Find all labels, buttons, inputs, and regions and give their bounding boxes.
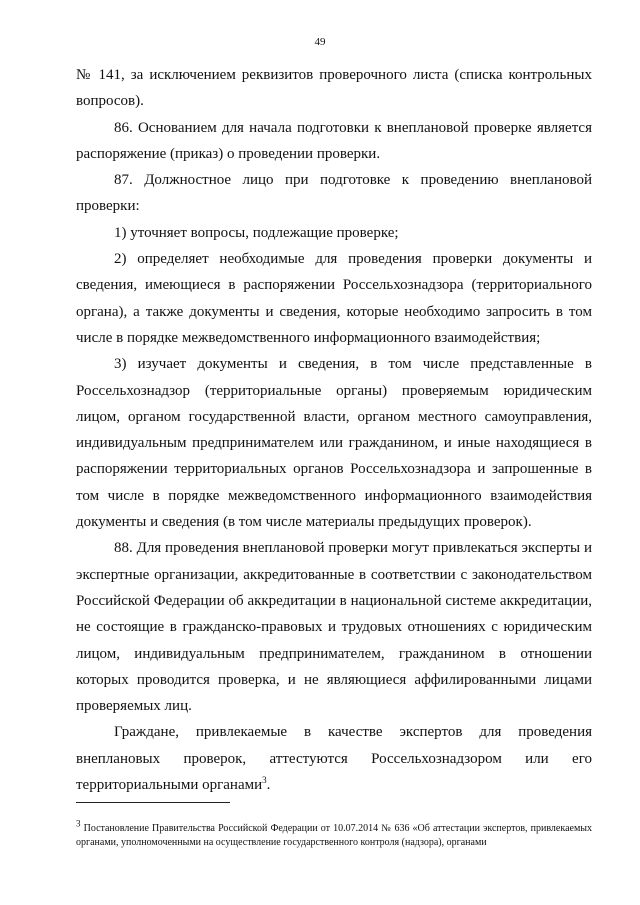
paragraph-experts	[76, 719, 592, 798]
list-item-1: 1) уточняет вопросы, подлежащие проверке;	[114, 224, 399, 241]
paragraph-continuation: № 141, за исключением реквизитов проверочного листа (списка контрольных вопросов).	[76, 67, 592, 110]
paragraph-88: 88. Для проведения внеплановой проверки могут привлекаться эксперты и экспертные организации, аккредитованные в соответствии с законодательством Российской Федерации об аккредитации в национальной системе аккредитации, не состоящие в гражданско-правовых и трудовых отношениях с юридическим лицом, индивидуальным предпринимателем, гражданином в отношении которых проводится проверка, и не являющиеся аффилированными лицами проверяемых лиц.	[76, 540, 592, 715]
footnote-reference: 3	[262, 775, 267, 786]
footnote-mark: 3	[76, 818, 81, 829]
footnote-text: Постановление Правительства Российской Федерации от 10.07.2014 № 636 «Об аттестации экспертов, привлекаемых органами, уполномоченными на осуществление государственного контроля (надзора), органами	[76, 823, 592, 848]
paragraph-experts-end: .	[266, 777, 271, 794]
document-body	[76, 62, 592, 798]
list-item-2: 2) определяет необходимые для проведения проверки документы и сведения, имеющиеся в распоряжении Россельхознадзора (территориального органа), а также документы и сведения, которые необходимо запросить в том числе в порядке межведомственного информационного взаимодействия;	[76, 251, 592, 346]
footnote	[76, 818, 592, 850]
list-item-3: 3) изучает документы и сведения, в том числе представленные в Россельхознадзор (территориальные органы) проверяемым юридическим лицом, органом государственной власти, органом местного самоуправления, индивидуальным предпринимателем или гражданином, и иные находящиеся в распоряжении территориальных органов Россельхознадзора и запрошенные в том числе в порядке межведомственного информационного взаимодействия документы и сведения (в том числе материалы предыдущих проверок).	[76, 356, 592, 531]
footnote-separator	[76, 802, 230, 803]
paragraph-experts-text: Граждане, привлекаемые в качестве экспертов для проведения внеплановых проверок, аттестуются Россельхознадзором или его территориальными органами	[76, 724, 592, 794]
paragraph-87: 87. Должностное лицо при подготовке к проведению внеплановой проверки:	[76, 172, 592, 215]
page-number: 49	[314, 36, 326, 48]
paragraph-86: 86. Основанием для начала подготовки к внеплановой проверке является распоряжение (приказ) о проведении проверки.	[76, 119, 592, 162]
